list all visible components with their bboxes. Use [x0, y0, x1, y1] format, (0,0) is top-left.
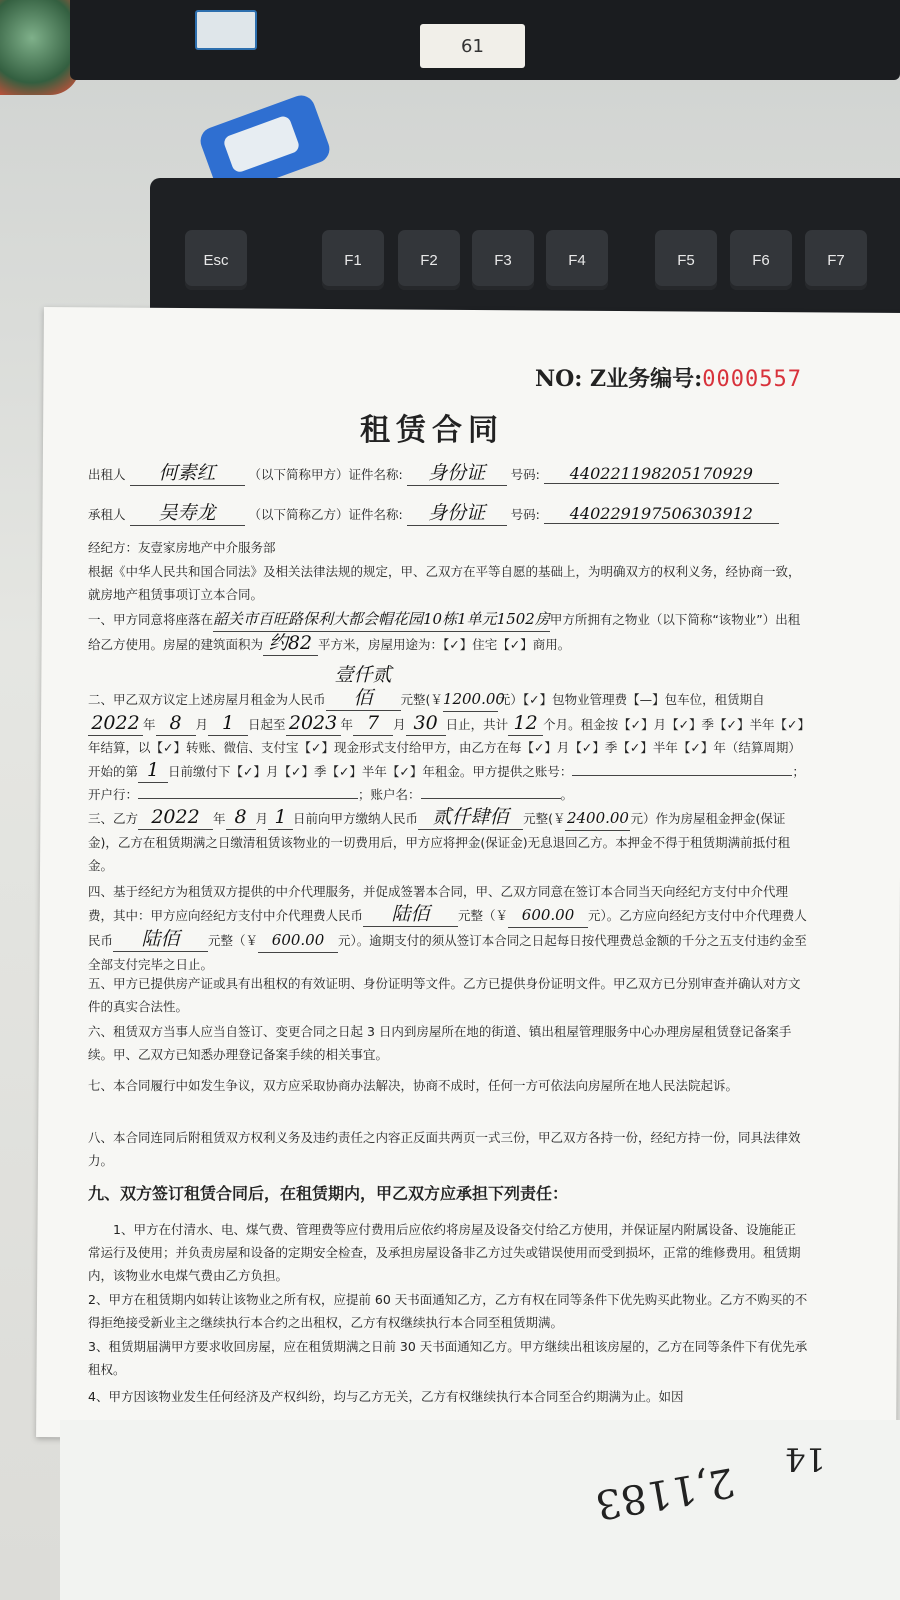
deposit-year: 2022 [138, 806, 213, 830]
lessor-id: 440221198205170929 [544, 464, 779, 484]
contract-title: 租赁合同 [360, 413, 504, 448]
clause-4-b: 乙方应向经纪方支付中介代理费人民币 [88, 908, 807, 948]
agent-line: 经纪方：友壹家房地产中介服务部 [88, 540, 276, 555]
bank-label: ；开户行： [88, 764, 805, 802]
lessee-row [88, 498, 779, 526]
agent-fee-b: 600.00 [258, 929, 338, 953]
clause-7: 七、本合同履行中如发生争议，双方应采取协商办法解决，协商不成时，任何一方可依法向房屋所在地人民法院起诉。 [88, 1078, 739, 1093]
second-paper [60, 1420, 900, 1600]
resp-3: 3、租赁期届满甲方要求收回房屋，应在租赁期满之日前 30 天书面通知乙方。甲方继续出租该房屋的，乙方在同等条件下有优先承租权。 [88, 1339, 808, 1377]
key-f2[interactable]: F2 [398, 230, 460, 290]
clause-2-amount-cn: 壹仟贰佰 [326, 664, 401, 711]
clause-2-a: 二、甲乙双方议定上述房屋月租金为人民币 [88, 692, 326, 707]
lessor-suffix: （以下简称甲方）证件名称: [248, 467, 403, 482]
lessee-id: 440229197506303912 [544, 504, 779, 524]
cup [0, 0, 80, 95]
energy-sticker [195, 10, 257, 50]
clause-1 [88, 608, 808, 656]
key-f6[interactable]: F6 [730, 230, 792, 290]
lessor-id-label: 号码: [510, 467, 540, 482]
clause-2-c: 元）【✓】包物业管理费【—】包车位，租赁期自 [497, 692, 765, 707]
clause-5: 五、甲方已提供房产证或具有出租权的有效证明、身份证明等文件。乙方已提供身份证明文件。甲乙双方已分别审查并确认对方文件的真实合法性。 [88, 976, 801, 1014]
agent-fee-a-cn: 陆佰 [363, 903, 458, 927]
pay-day: 1 [138, 759, 168, 783]
deposit-day: 1 [268, 806, 293, 830]
key-tag-label [222, 114, 301, 174]
lessor-id-type: 身份证 [407, 458, 507, 486]
monitor [70, 0, 900, 80]
contract-number-value: 0000557 [702, 367, 802, 392]
clause-3-d: 元）作为房屋租金押金(保证金)，乙方在租赁期满之日缴清租赁该物业的一切费用后，甲方应将押金(保证金)无息退回乙方。本押金不得于租赁期满前抵付租金。 [88, 811, 791, 873]
lessee-suffix: （以下简称乙方）证件名称: [248, 507, 403, 522]
bank-field [138, 798, 358, 799]
key-f1[interactable]: F1 [322, 230, 384, 290]
lessor-label: 出租人 [88, 467, 126, 482]
lease-end-day: 30 [406, 712, 446, 736]
contract-number-prefix: NO: Z业务编号: [535, 366, 703, 392]
clause-9-heading: 九、双方签订租赁合同后，在租赁期内，甲乙双方应承担下列责任： [88, 1184, 569, 1203]
clause-4: 四、基于经纪方为租赁双方提供的中介代理服务，并促成签署本合同，甲、乙双方同意在签订本合同当天向经纪方支付中介代理费，其中：甲方应向经纪方支付中介代理费人民币 陆佰 元整（￥ 600.00 元）。乙方应向经纪方支付中介代理费人民币 陆佰 元整（￥ 600.00 元）。逾期支付的须从签订本合同之日起每日按代理费总金额的千分之五支付违约金至全部支付完毕之日止。 [88, 884, 807, 972]
clause-2: 二、甲乙双方议定上述房屋月租金为人民币壹仟贰佰 元整(￥1200.00元）【✓】包物业管理费【—】包车位，租赁期自2022 年 8 月 1 日起至 2023 年 7 月 30 日止，共计 12 个月。租金按【✓】月【✓】季【✓】半年【✓】年结算，以【✓】转账、微信、支付宝【✓】现金形式支付给甲方，由乙方在每【✓】月【✓】季【✓】半年【✓】年（结算周期）开始的第 1 日前缴付下【✓】月【✓】季【✓】半年【✓】年租金。甲方提供之账号： ；开户行： ；账户名： 。 [88, 664, 805, 802]
clause-1-area: 约82 [263, 632, 318, 656]
account-number-field [572, 775, 792, 776]
bottom-handwriting: 2,1183 [592, 1458, 738, 1528]
account-name-label: ；账户名： [358, 787, 421, 802]
clause-1-c: 平方米，房屋用途为：【✓】住宅【✓】商用。 [318, 637, 571, 652]
resp-2: 2、甲方在租赁期内如转让该物业之所有权，应提前 60 天书面通知乙方，乙方有权在同等条件下优先购买此物业。乙方不购买的不得拒绝接受新业主之继续执行本合约之出租权，乙方有权继续执行本合同至租赁期满。 [88, 1292, 808, 1330]
clause-2-d: 个月。租金按【✓】月【✓】季【✓】半年【✓】年结算，以【✓】转账、微信、支付宝【✓】现金形式支付给甲方，由乙方在每【✓】月【✓】季【✓】半年【✓】年（结算周期）开始的第 [88, 717, 804, 779]
key-f4[interactable]: F4 [546, 230, 608, 290]
account-name-field [421, 798, 561, 799]
clause-6: 六、租赁双方当事人应当自签订、变更合同之日起 3 日内到房屋所在地的街道、镇出租屋管理服务中心办理房屋租赁登记备案手续。甲、乙双方已知悉办理登记备案手续的相关事宜。 [88, 1024, 792, 1062]
clause-1-address: 韶关市百旺路保利大都会帽花园10栋1单元1502房 [213, 608, 550, 632]
deposit-amount-cn: 贰仟肆佰 [418, 806, 523, 830]
clause-3-c: 元整(￥ [523, 811, 566, 826]
contract-number [535, 362, 802, 393]
lease-months: 12 [508, 712, 543, 736]
clause-2-b: 元整(￥ [400, 692, 443, 707]
monitor-label: 61 [420, 24, 525, 68]
preamble: 根据《中华人民共和国合同法》及相关法律法规的规定，甲、乙双方在平等自愿的基础上，为明确双方的权利义务，经协商一致，就房地产租赁事项订立本合同。 [88, 564, 801, 602]
key-esc[interactable]: Esc [185, 230, 247, 290]
deposit-amount: 2400.00 [565, 807, 630, 831]
key-f3[interactable]: F3 [472, 230, 534, 290]
clause-3-b: 日前向甲方缴纳人民币 [293, 811, 419, 826]
clause-1-a: 一、甲方同意将座落在 [88, 612, 214, 627]
deposit-month: 8 [226, 806, 256, 830]
resp-1: 1、甲方在付清水、电、煤气费、管理费等应付费用后应依约将房屋及设备交付给乙方使用，并保证屋内附属设备、设施能正常运行及使用；并负责房屋和设备的定期安全检查，及承担房屋设备非乙方过失或错误使用而受到损坏，正常的维修费用。租赁期内，该物业水电煤气费由乙方负担。 [88, 1222, 801, 1283]
lease-start-month: 8 [156, 712, 196, 736]
lessor-name: 何素红 [130, 458, 245, 486]
clause-8: 八、本合同连同后附租赁双方权利义务及违约责任之内容正反面共两页一式三份，甲乙双方各持一份，经纪方持一份，同具法律效力。 [88, 1130, 801, 1168]
lease-end-month: 7 [353, 712, 393, 736]
agent-fee-a: 600.00 [508, 904, 588, 928]
agent-fee-b-cn: 陆佰 [113, 928, 208, 952]
clause-4-a: 四、基于经纪方为租赁双方提供的中介代理服务，并促成签署本合同，甲、乙双方同意在签订本合同当天向经纪方支付中介代理费，其中：甲方应向经纪方支付中介代理费人民币 [88, 884, 789, 923]
clause-2-e: 日前缴付下【✓】月【✓】季【✓】半年【✓】年租金。甲方提供之账号： [168, 764, 573, 779]
lessee-name: 吴寿龙 [130, 498, 245, 526]
lessee-id-label: 号码: [510, 507, 540, 522]
clause-4-c: 元）。逾期支付的须从签订本合同之日起每日按代理费总金额的千分之五支付违约金至全部支付完毕之日止。 [88, 933, 807, 972]
lease-end-year: 2023 [286, 712, 341, 736]
lessor-row [88, 458, 779, 486]
clause-2-amount: 1200.00 [443, 688, 498, 712]
clause-3: 三、乙方 2022 年 8 月 1 日前向甲方缴纳人民币 贰仟肆佰 元整(￥2400.00元）作为房屋租金押金(保证金)，乙方在租赁期满之日缴清租赁该物业的一切费用后，甲方应将押金(保证金)无息退回乙方。本押金不得于租赁期满前抵付租金。 [88, 806, 791, 873]
key-f5[interactable]: F5 [655, 230, 717, 290]
key-f7[interactable]: F7 [805, 230, 867, 290]
lease-start-day: 1 [208, 712, 248, 736]
clause-1-b: 甲方所拥有之物业（以下简称“该物业”）出租给乙方使用。房屋的建筑面积为 [88, 612, 801, 652]
bottom-handwriting-2: 14 [785, 1440, 826, 1478]
lessee-id-type: 身份证 [407, 498, 507, 526]
lease-start-year: 2022 [88, 712, 143, 736]
clause-3-a: 三、乙方 [88, 811, 139, 826]
lessee-label: 承租人 [88, 507, 126, 522]
resp-4: 4、甲方因该物业发生任何经济及产权纠纷，均与乙方无关，乙方有权继续执行本合同至合约期满为止。如因 [88, 1389, 684, 1404]
